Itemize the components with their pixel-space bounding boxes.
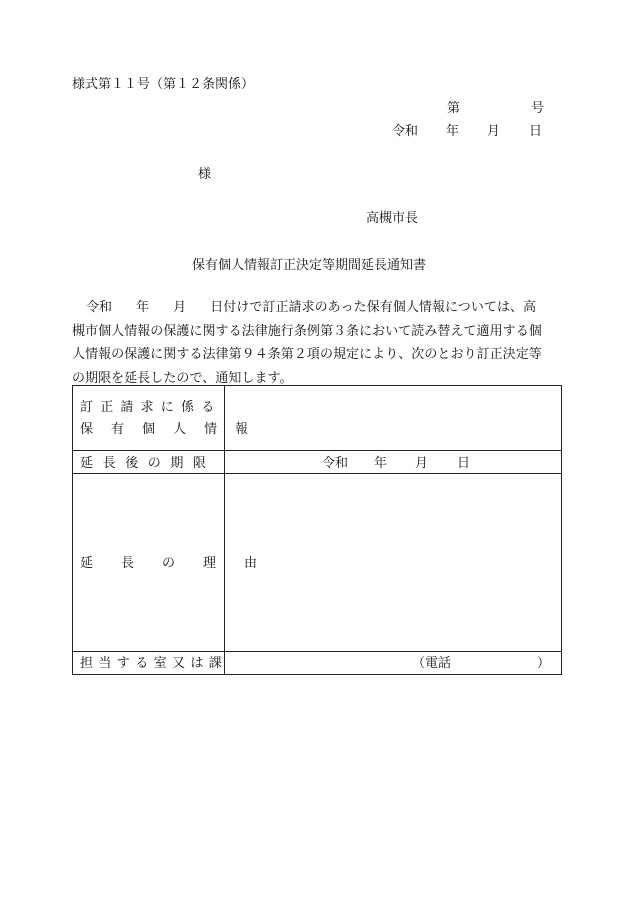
label-personal-information: 保有個人情報: [80, 422, 267, 437]
body-text-1: 日付けで訂正請求のあった保有個人情報については、高: [210, 300, 537, 315]
document-number-prefix: 第: [447, 101, 461, 116]
date-year-label: 年: [446, 124, 460, 139]
date-day-label: 日: [529, 124, 543, 139]
date-era: 令和: [392, 124, 419, 139]
label-extended-deadline: 延長後の期限: [80, 456, 216, 471]
body-date-era: 令和: [86, 300, 113, 315]
phone-close-paren: ）: [537, 656, 551, 671]
body-line-2: 槻市個人情報の保護に関する法律施行条例第３条において読み替えて適用する個: [72, 323, 542, 339]
form-number: 様式第１１号（第１２条関係）: [72, 77, 255, 92]
date-month-label: 月: [487, 124, 501, 139]
document-number-suffix: 号: [531, 101, 545, 116]
sender-name: 高槻市長: [366, 211, 419, 226]
body-date-year: 年: [136, 300, 150, 315]
body-line-1: [72, 296, 564, 320]
body-paragraph: [72, 296, 564, 390]
recipient-honorific: 様: [198, 167, 212, 182]
deadline-month-label: 月: [415, 456, 429, 471]
extension-form-table: [72, 385, 562, 675]
deadline-year-label: 年: [374, 456, 388, 471]
document-title: 保有個人情報訂正決定等期間延長通知書: [192, 258, 427, 273]
body-line-4: の期限を延長したので、通知します。: [72, 370, 293, 386]
deadline-era: 令和: [322, 456, 349, 471]
body-line-3: 人情報の保護に関する法律第９４条第２項の規定により、次のとおり訂正決定等: [72, 347, 542, 362]
deadline-day-label: 日: [457, 456, 471, 471]
body-date-month: 月: [173, 300, 187, 315]
label-correction-request: 訂正請求に係る: [80, 400, 222, 415]
label-responsible-section: 担当する室又は課: [80, 656, 228, 671]
phone-label: （電話: [412, 656, 452, 671]
label-extension-reason: 延長の理由: [80, 556, 286, 571]
